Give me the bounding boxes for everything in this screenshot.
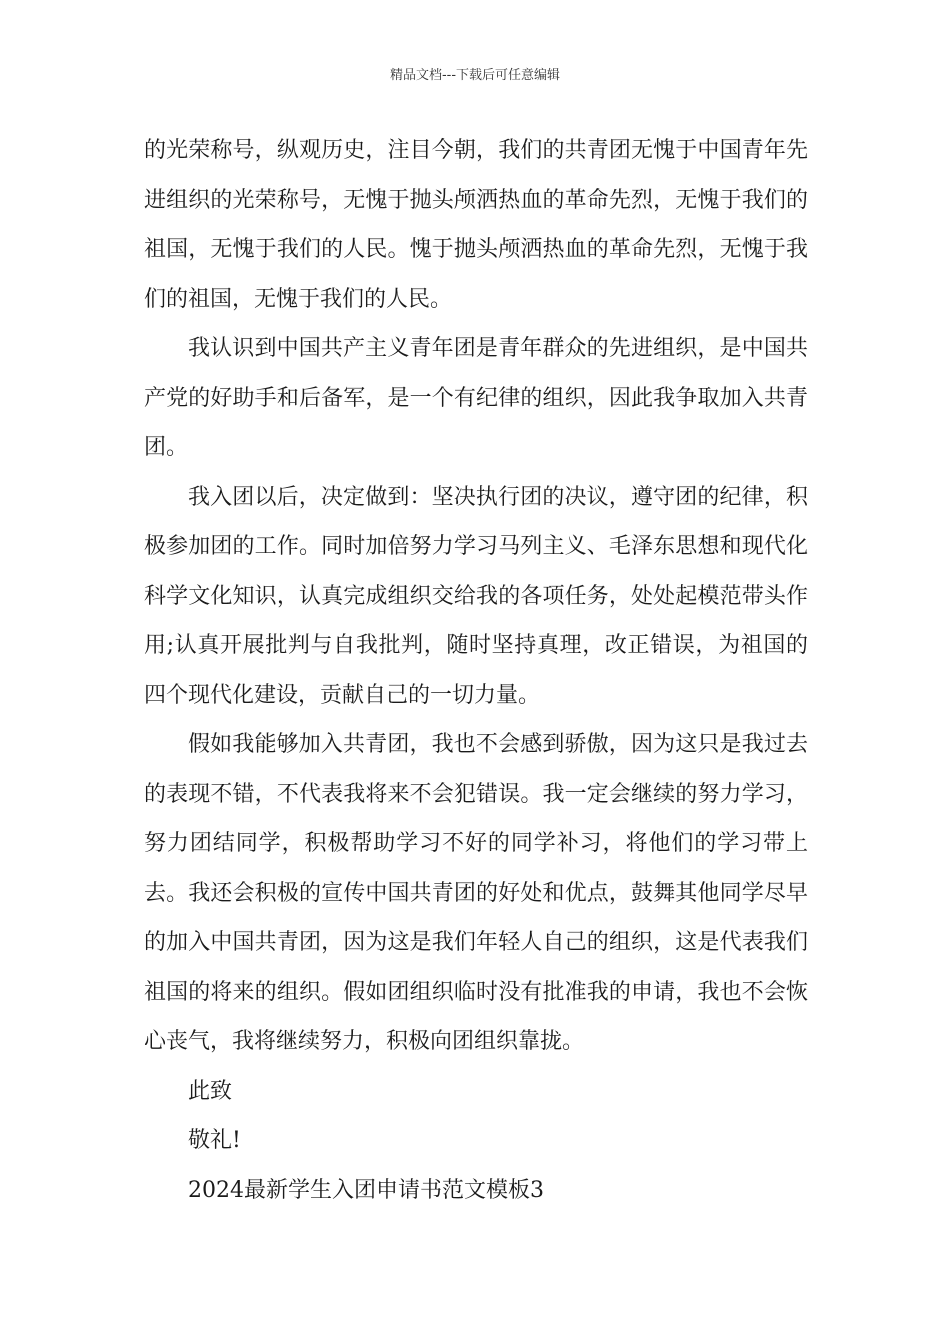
salute-line: 敬礼! xyxy=(188,1128,241,1153)
page-header: 精品文档---下载后可任意编辑 xyxy=(389,68,561,83)
paragraph-1: 的光荣称号，纵观历史，注目今朝，我们的共青团无愧于中国青年先进组织的光荣称号，无愧于抛头颅洒热血的革命先烈，无愧于我们的祖国，无愧于我们的人民。愧于抛头颅洒热血的革命先烈，无愧于我们的祖国，无愧于我们的人民。 xyxy=(144,138,808,312)
document-body xyxy=(144,126,808,1215)
paragraph-4: 假如我能够加入共青团，我也不会感到骄傲，因为这只是我过去的表现不错，不代表我将来不会犯错误。我一定会继续的努力学习，努力团结同学，积极帮助学习不好的同学补习，将他们的学习带上去。我还会积极的宣传中国共青团的好处和优点，鼓舞其他同学尽早的加入中国共青团，因为这是我们年轻人自己的组织，这是代表我们祖国的将来的组织。假如团组织临时没有批准我的申请，我也不会恢心丧气，我将继续努力，积极向团组织靠拢。 xyxy=(144,732,808,1054)
paragraph-3: 我入团以后，决定做到：坚决执行团的决议，遵守团的纪律，积极参加团的工作。同时加倍努力学习马列主义、毛泽东思想和现代化科学文化知识，认真完成组织交给我的各项任务，处处起模范带头作用;认真开展批判与自我批判，随时坚持真理，改正错误，为祖国的四个现代化建设，贡献自己的一切力量。 xyxy=(144,484,808,708)
next-section-heading: 2024最新学生入团申请书范文模板3 xyxy=(188,1177,544,1203)
closing-line: 此致 xyxy=(188,1078,233,1104)
paragraph-2: 我认识到中国共产主义青年团是青年群众的先进组织，是中国共产党的好助手和后备军，是一个有纪律的组织，因此我争取加入共青团。 xyxy=(144,336,808,460)
